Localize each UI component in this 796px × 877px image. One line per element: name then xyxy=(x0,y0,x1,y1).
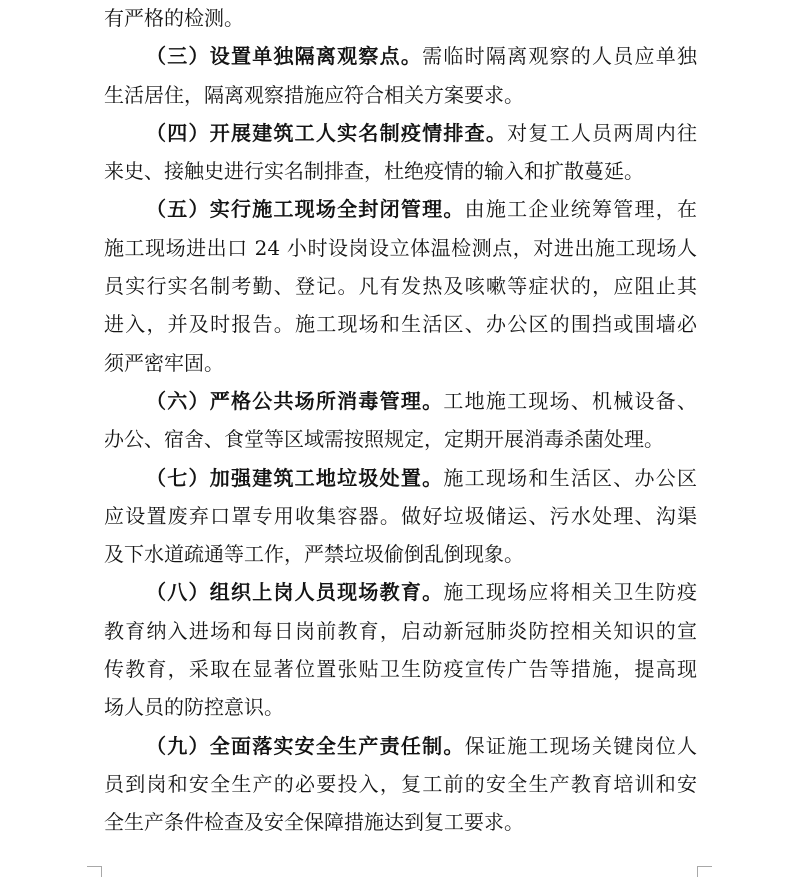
text-line xyxy=(104,573,697,611)
text-line xyxy=(104,114,697,152)
paragraph-text: 需临时隔离观察的人员应单独 xyxy=(422,44,697,69)
paragraph-heading: （三）设置单独隔离观察点。 xyxy=(146,44,423,69)
text-line: 场人员的防控意识。 xyxy=(104,695,284,720)
margin-corner-mark-left xyxy=(87,866,102,877)
paragraph-heading: （七）加强建筑工地垃圾处置。 xyxy=(146,465,444,490)
paragraph-3 xyxy=(104,37,697,114)
paragraph-6 xyxy=(104,382,697,459)
text-line: 进入，并及时报告。施工现场和生活区、办公区的围挡或围墙必 xyxy=(104,312,697,337)
paragraph-text: 由施工企业统筹管理，在 xyxy=(464,197,697,222)
text-line: 应设置废弃口罩专用收集容器。做好垃圾储运、污水处理、沟渠 xyxy=(104,503,697,528)
paragraph-heading: （九）全面落实安全生产责任制。 xyxy=(146,733,465,758)
paragraph-7 xyxy=(104,459,697,574)
paragraph-8 xyxy=(104,573,697,726)
text-line xyxy=(104,459,697,497)
paragraph-9 xyxy=(104,727,697,842)
paragraph-text: 施工现场和生活区、办公区 xyxy=(443,465,697,490)
paragraph-5 xyxy=(104,190,697,381)
text-line: 教育纳入进场和每日岗前教育，启动新冠肺炎防控相关知识的宣 xyxy=(104,618,697,643)
text-line: 来史、接触史进行实名制排查，杜绝疫情的输入和扩散蔓延。 xyxy=(104,159,644,184)
paragraph-heading: （八）组织上岗人员现场教育。 xyxy=(146,580,444,605)
text-line: 员实行实名制考勤、登记。凡有发热及咳嗽等症状的，应阻止其 xyxy=(104,274,697,299)
text-line xyxy=(104,382,697,420)
paragraph-heading: （五）实行施工现场全封闭管理。 xyxy=(146,197,465,222)
paragraph-heading: （四）开展建筑工人实名制疫情排查。 xyxy=(146,120,508,145)
text-line: 须严密牢固。 xyxy=(104,350,224,375)
text-line: 办公、宿舍、食堂等区域需按照规定，定期开展消毒杀菌处理。 xyxy=(104,427,664,452)
text-line: 生活居住，隔离观察措施应符合相关方案要求。 xyxy=(104,82,524,107)
text-line: 有严格的检测。 xyxy=(104,6,244,30)
text-line: 员到岗和安全生产的必要投入，复工前的安全生产教育培训和安 xyxy=(104,771,697,796)
text-line: 及下水道疏通等工作，严禁垃圾偷倒乱倒现象。 xyxy=(104,542,524,567)
text-line xyxy=(104,727,697,765)
paragraph-heading: （六）严格公共场所消毒管理。 xyxy=(146,388,444,413)
paragraph-text: 工地施工现场、机械设备、 xyxy=(443,388,697,413)
paragraph-text: 施工现场应将相关卫生防疫 xyxy=(443,580,697,605)
document-body xyxy=(104,0,697,842)
paragraph-continuation xyxy=(104,0,697,37)
text-line xyxy=(104,190,697,228)
margin-corner-mark-right xyxy=(697,866,712,877)
paragraph-text: 保证施工现场关键岗位人 xyxy=(464,733,697,758)
paragraph-4 xyxy=(104,114,697,191)
text-line: 施工现场进出口 24 小时设岗设立体温检测点，对进出施工现场人 xyxy=(104,235,697,260)
text-line: 全生产条件检查及安全保障措施达到复工要求。 xyxy=(104,810,524,835)
paragraph-text: 对复工人员两周内往 xyxy=(507,120,697,145)
text-line: 传教育，采取在显著位置张贴卫生防疫宣传广告等措施，提高现 xyxy=(104,657,697,682)
text-line xyxy=(104,37,697,75)
